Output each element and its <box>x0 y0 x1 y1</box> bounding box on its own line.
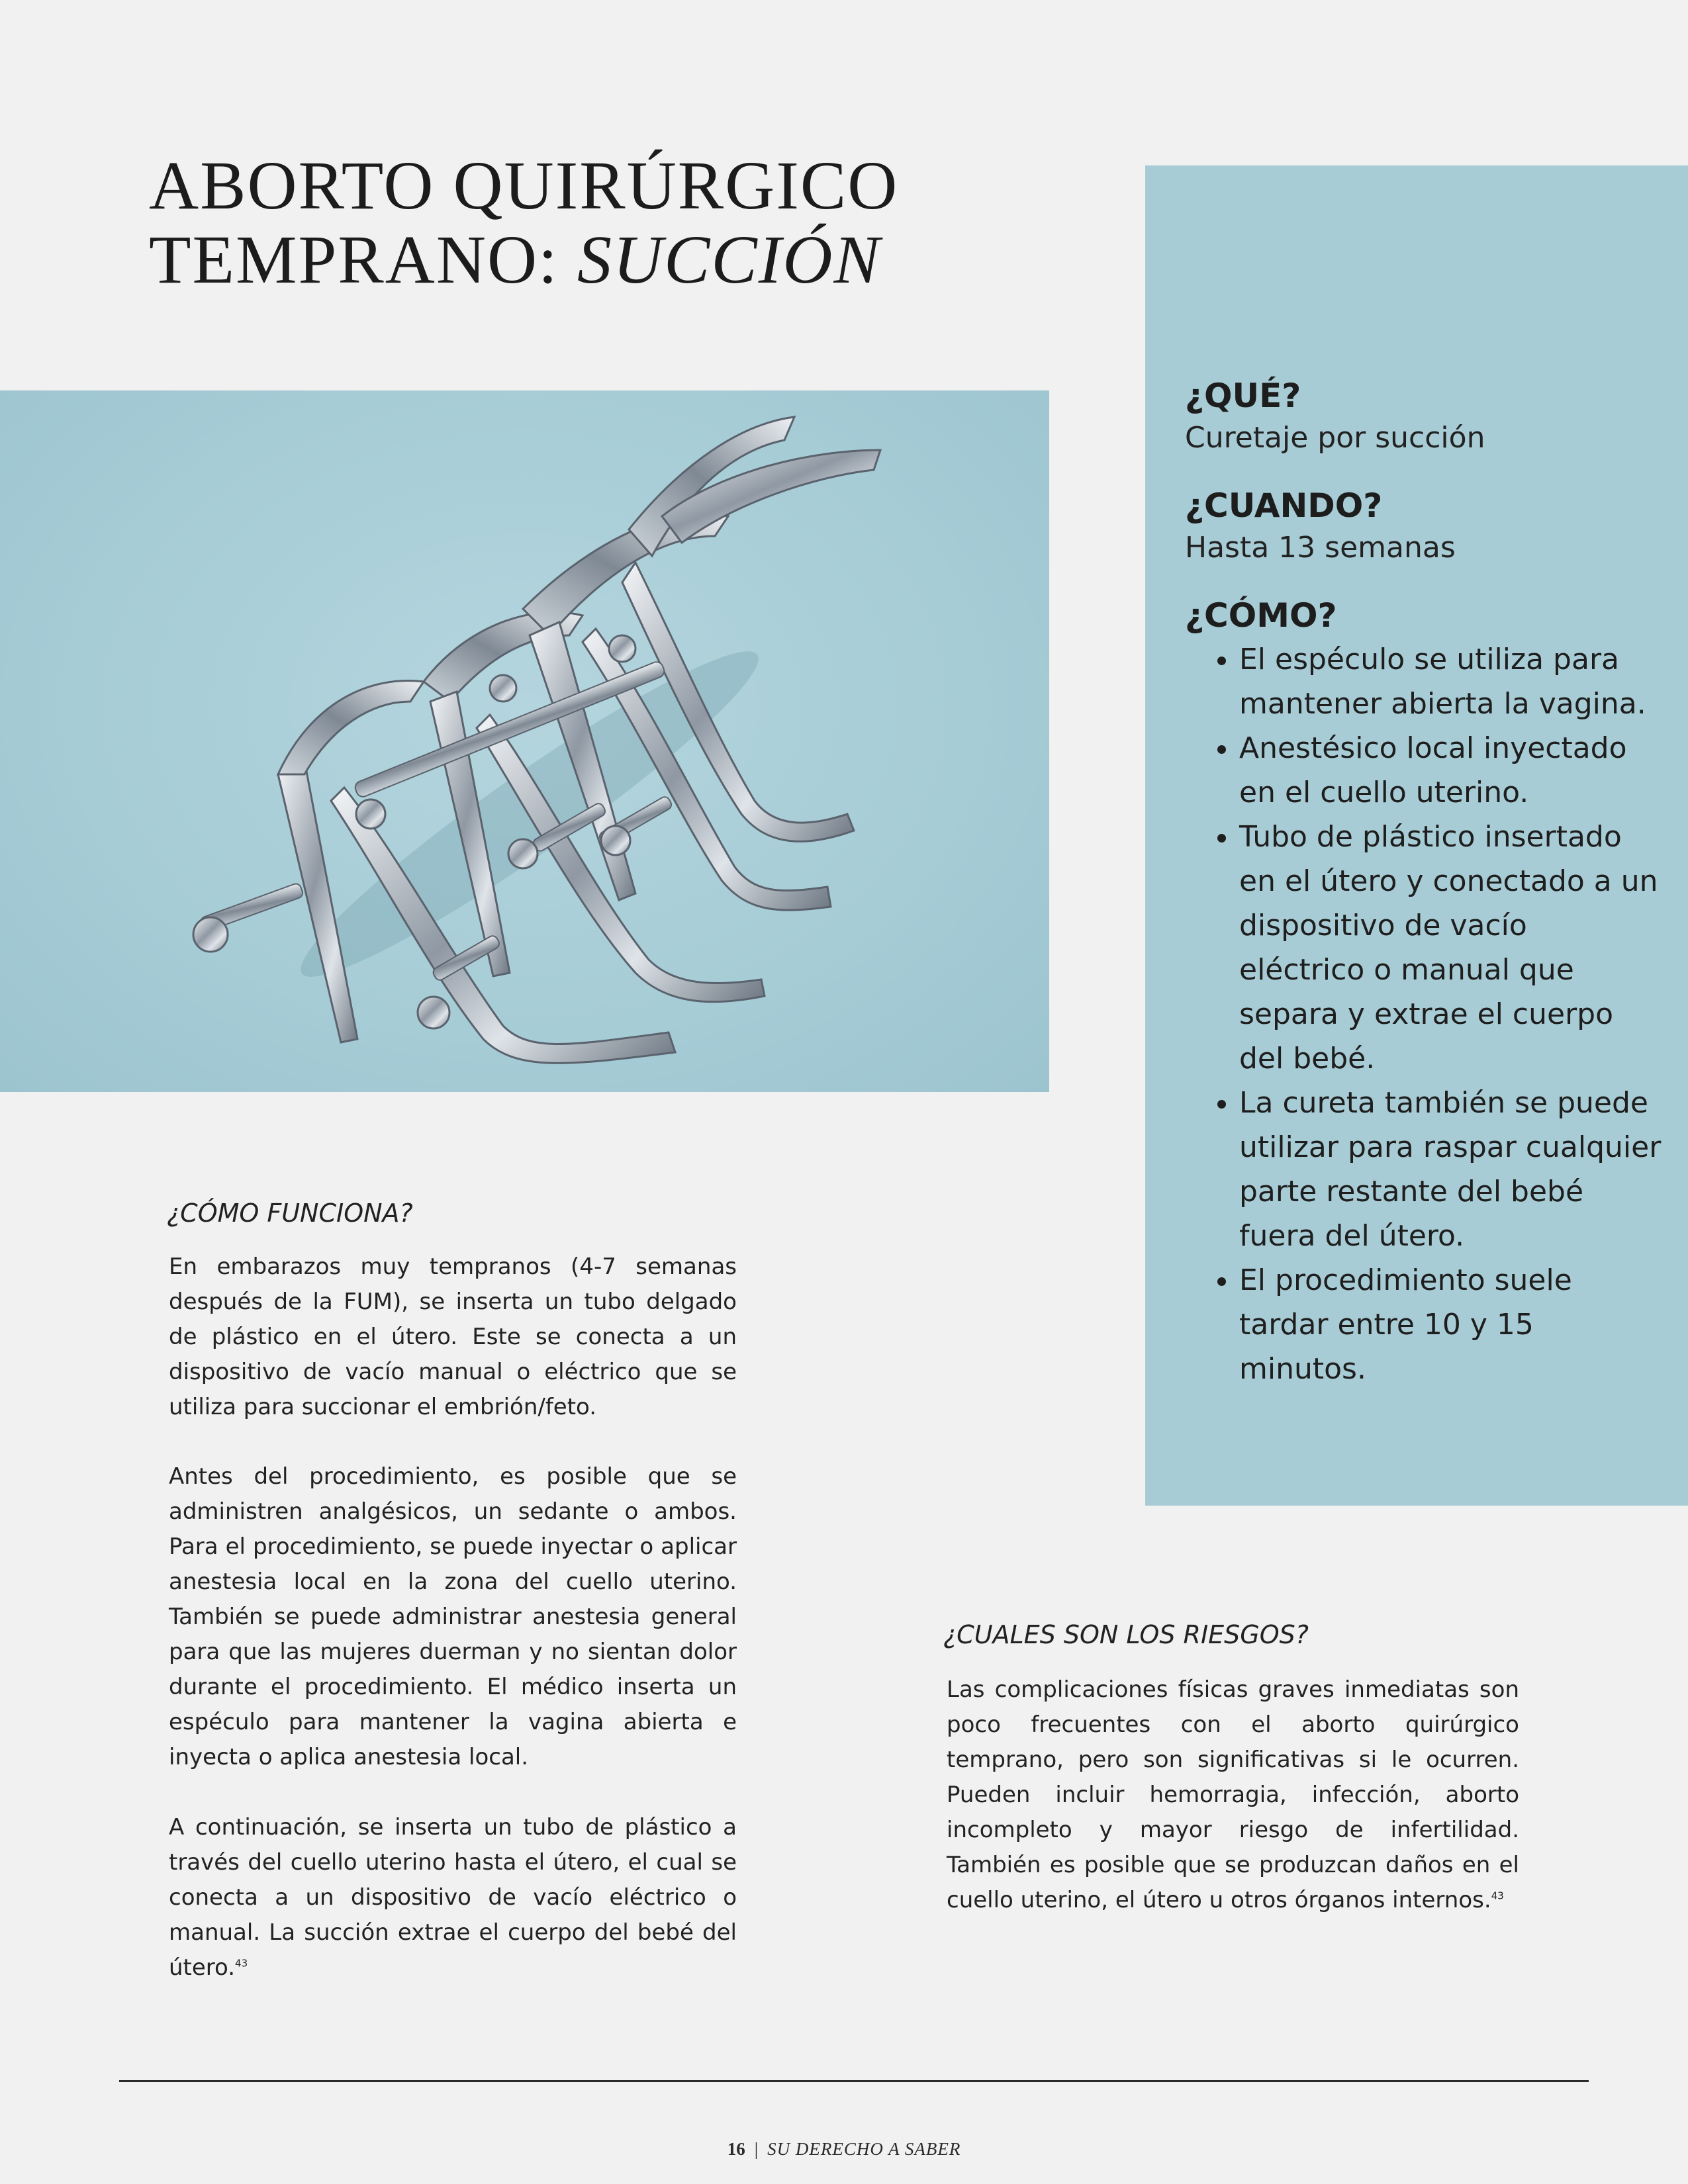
when-value: Hasta 13 semanas <box>1185 531 1456 565</box>
footer-divider <box>119 2080 1589 2082</box>
page-title <box>149 149 898 297</box>
how-label: ¿CÓMO? <box>1185 596 1337 635</box>
title-line-1: ABORTO QUIRÚRGICO <box>149 148 899 224</box>
speculum-illustration <box>0 390 1049 1092</box>
how-list-item: • El espéculo se utiliza para mantener abierta la vagina. <box>1239 637 1662 726</box>
speculum-4 <box>598 417 880 855</box>
what-value: Curetaje por succión <box>1185 421 1485 455</box>
when-label: ¿CUANDO? <box>1185 486 1383 525</box>
title-line-2 <box>149 223 898 297</box>
summary-panel-content <box>1185 374 1662 1391</box>
how-works-paragraph-1: En embarazos muy tempranos (4-7 semanas después de la FUM), se inserta un tubo delgado de plástico en el útero. Este se conecta a un dispositivo de vacío manual o eléctrico que se utiliza para succionar el embrión/feto. <box>169 1253 737 1420</box>
how-list <box>1185 637 1662 1391</box>
title-line-2-plain: TEMPRANO: <box>149 222 577 298</box>
title-line-2-italic: SUCCIÓN <box>577 222 881 298</box>
how-works-paragraph-2: Antes del procedimiento, es posible que se administren analgésicos, un sedante o ambos. Para el procedimiento, se puede inyectar o aplicar anestesia local en la zona del cuello uterino. También se puede administrar anestesia general para que las mujeres duerman y no sientan dolor durante el procedimiento. El médico inserta un espéculo para mantener la vagina abierta e inyecta o aplica anestesia local. <box>169 1463 737 1770</box>
risks-paragraph <box>947 1672 1519 1918</box>
what-label: ¿QUÉ? <box>1185 377 1301 415</box>
footnote-ref: 43 <box>235 1957 248 1970</box>
footnote-ref: 43 <box>1491 1889 1504 1902</box>
page-footer <box>0 2139 1688 2160</box>
how-list-item: • Tubo de plástico insertado en el útero y conectado a un dispositivo de vacío eléctrico o manual que separa y extrae el cuerpo del bebé. <box>1239 815 1662 1081</box>
how-works-heading: ¿CÓMO FUNCIONA? <box>167 1199 413 1228</box>
risks-paragraph-text: Las complicaciones físicas graves inmediatas son poco frecuentes con el aborto quirúrgico temprano, pero son significativas si le ocurren. Pueden incluir hemorragia, infección, aborto incompleto y mayor riesgo de infertilidad. También es posible que se produzcan daños en el cuello uterino, el útero u otros órganos internos. <box>947 1676 1519 1913</box>
how-works-paragraph-3 <box>169 1810 737 1985</box>
speculum-photo <box>0 390 1049 1092</box>
summary-panel <box>1145 165 1688 1506</box>
footer-separator: | <box>754 2139 759 2159</box>
how-works-paragraph-3-text: A continuación, se inserta un tubo de plástico a través del cuello uterino hasta el útero, el cual se conecta a un dispositivo de vacío eléctrico o manual. La succión extrae el cuerpo del bebé del útero. <box>169 1814 737 1981</box>
publication-name: SU DERECHO A SABER <box>767 2139 961 2159</box>
how-list-item: • La cureta también se puede utilizar para raspar cualquier parte restante del bebé fuera del útero. <box>1239 1081 1662 1258</box>
page-number: 16 <box>727 2139 745 2159</box>
risks-heading: ¿CUALES SON LOS RIESGOS? <box>943 1620 1309 1649</box>
how-list-item: • El procedimiento suele tardar entre 10 y 15 minutos. <box>1239 1258 1662 1391</box>
how-list-item: • Anestésico local inyectado en el cuello uterino. <box>1239 726 1662 815</box>
